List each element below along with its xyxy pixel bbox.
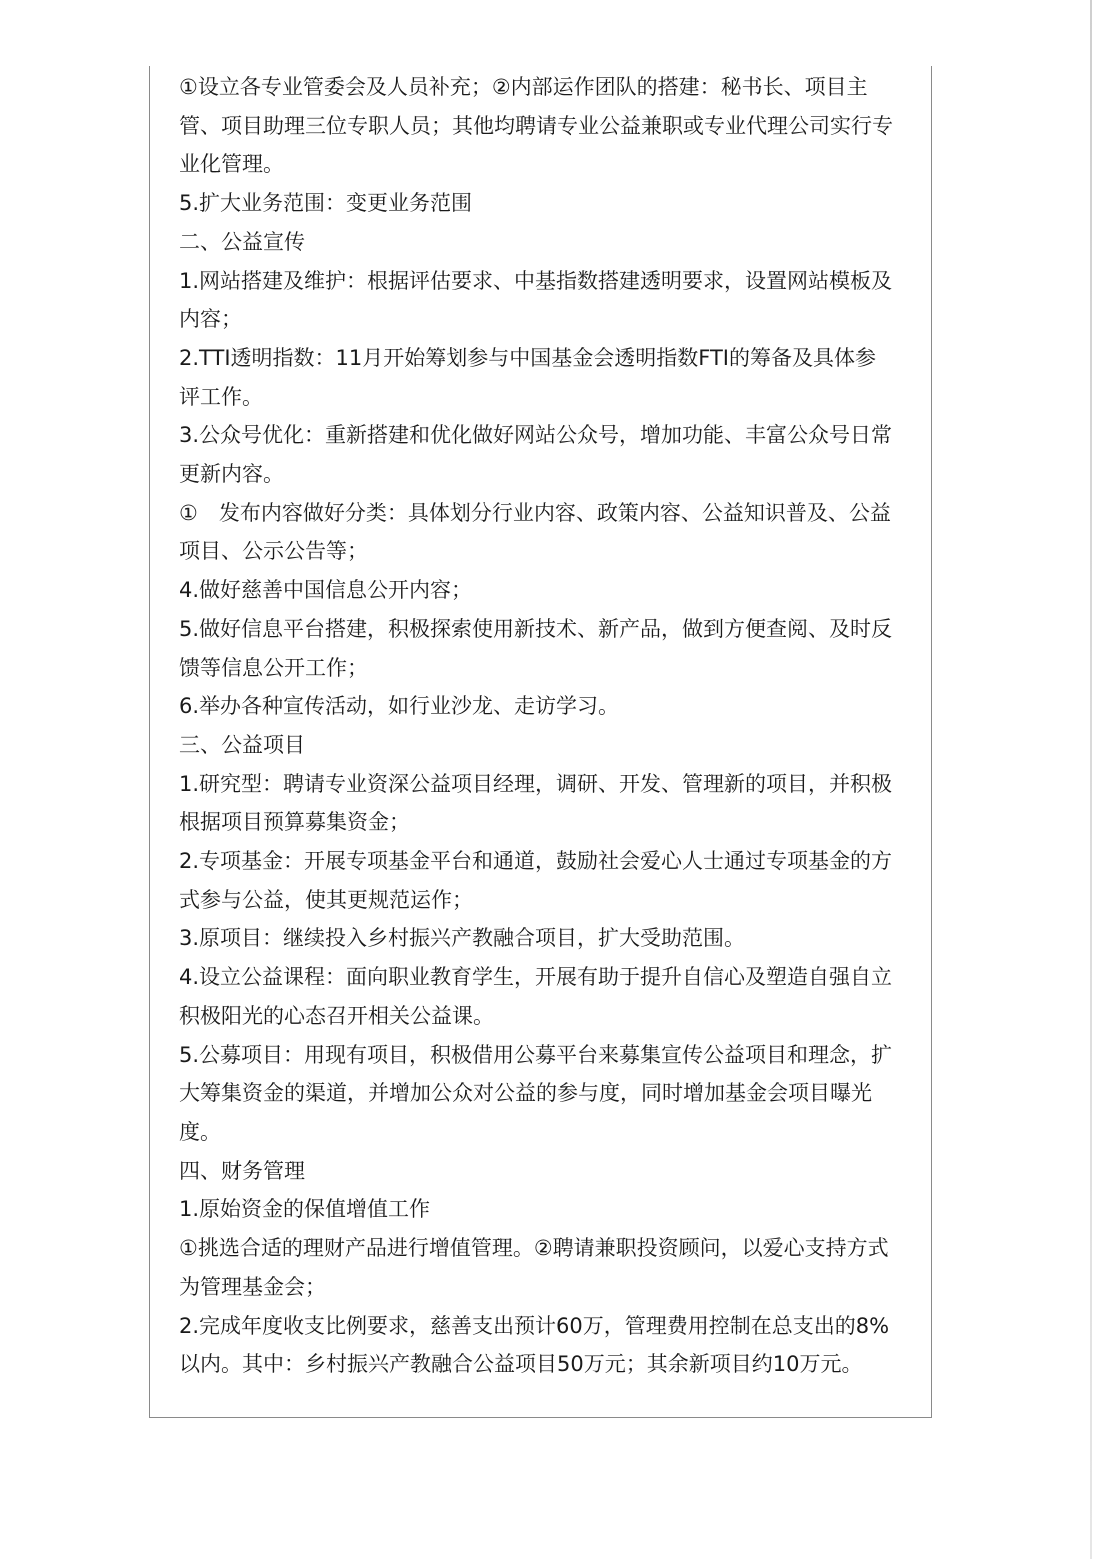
section-heading-publicity: 二、公益宣传 bbox=[179, 229, 305, 254]
paragraph-website: 1.网站搭建及维护：根据评估要求、中基指数搭建透明要求，设置网站模板及内容； bbox=[179, 268, 893, 332]
paragraph-wechat-account: 3.公众号优化：重新搭建和优化做好网站公众号，增加功能、丰富公众号日常更新内容。 bbox=[179, 423, 893, 487]
paragraph-research-projects: 1.研究型：聘请专业资深公益项目经理，调研、开发、管理新的项目，并积极根据项目预算募集资金； bbox=[179, 771, 893, 835]
paragraph-annual-budget: 2.完成年度收支比例要求，慈善支出预计60万，管理费用控制在总支出的8%以内。其中：乡村振兴产教融合公益项目50万元；其余新项目约10万元。 bbox=[179, 1313, 890, 1377]
scan-edge-line bbox=[1090, 0, 1092, 1559]
paragraph-info-platform: 5.做好信息平台搭建，积极探索使用新技术、新产品，做到方便查阅、及时反馈等信息公开工作； bbox=[179, 616, 893, 680]
document-body bbox=[179, 68, 895, 1384]
paragraph-courses: 4.设立公益课程：面向职业教育学生，开展有助于提升自信心及塑造自强自立积极阳光的心态召开相关公益课。 bbox=[179, 965, 893, 1028]
paragraph-content-classification: ① 发布内容做好分类：具体划分行业内容、政策内容、公益知识普及、公益项目、公示公告等； bbox=[179, 500, 891, 564]
paragraph-committee-staffing: ①设立各专业管委会及人员补充；②内部运作团队的搭建：秘书长、项目主管、项目助理三位专职人员；其他均聘请专业公益兼职或专业代理公司实行专业化管理。 bbox=[179, 75, 893, 177]
section-heading-projects: 三、公益项目 bbox=[179, 732, 305, 757]
paragraph-transparency-index: 2.TTI透明指数：11月开始筹划参与中国基金会透明指数FTI的筹备及具体参评工作。 bbox=[179, 345, 876, 409]
section-heading-finance: 四、财务管理 bbox=[179, 1158, 305, 1183]
paragraph-special-funds: 2.专项基金：开展专项基金平台和通道，鼓励社会爱心人士通过专项基金的方式参与公益，使其更规范运作； bbox=[179, 849, 893, 912]
paragraph-public-fundraising: 5.公募项目：用现有项目，积极借用公募平台来募集宣传公益项目和理念，扩大筹集资金的渠道，并增加公众对公益的参与度，同时增加基金会项目曝光度。 bbox=[179, 1042, 893, 1144]
paragraph-investment-advisor: ①挑选合适的理财产品进行增值管理。②聘请兼职投资顾问，以爱心支持方式为管理基金会； bbox=[179, 1236, 889, 1299]
paragraph-business-scope: 5.扩大业务范围：变更业务范围 bbox=[179, 191, 473, 216]
paragraph-publicity-events: 6.举办各种宣传活动，如行业沙龙、走访学习。 bbox=[179, 694, 620, 719]
paragraph-charity-china-disclosure: 4.做好慈善中国信息公开内容； bbox=[179, 578, 473, 603]
paragraph-capital-growth: 1.原始资金的保值增值工作 bbox=[179, 1197, 431, 1222]
paragraph-existing-project: 3.原项目：继续投入乡村振兴产教融合项目，扩大受助范围。 bbox=[179, 926, 746, 951]
